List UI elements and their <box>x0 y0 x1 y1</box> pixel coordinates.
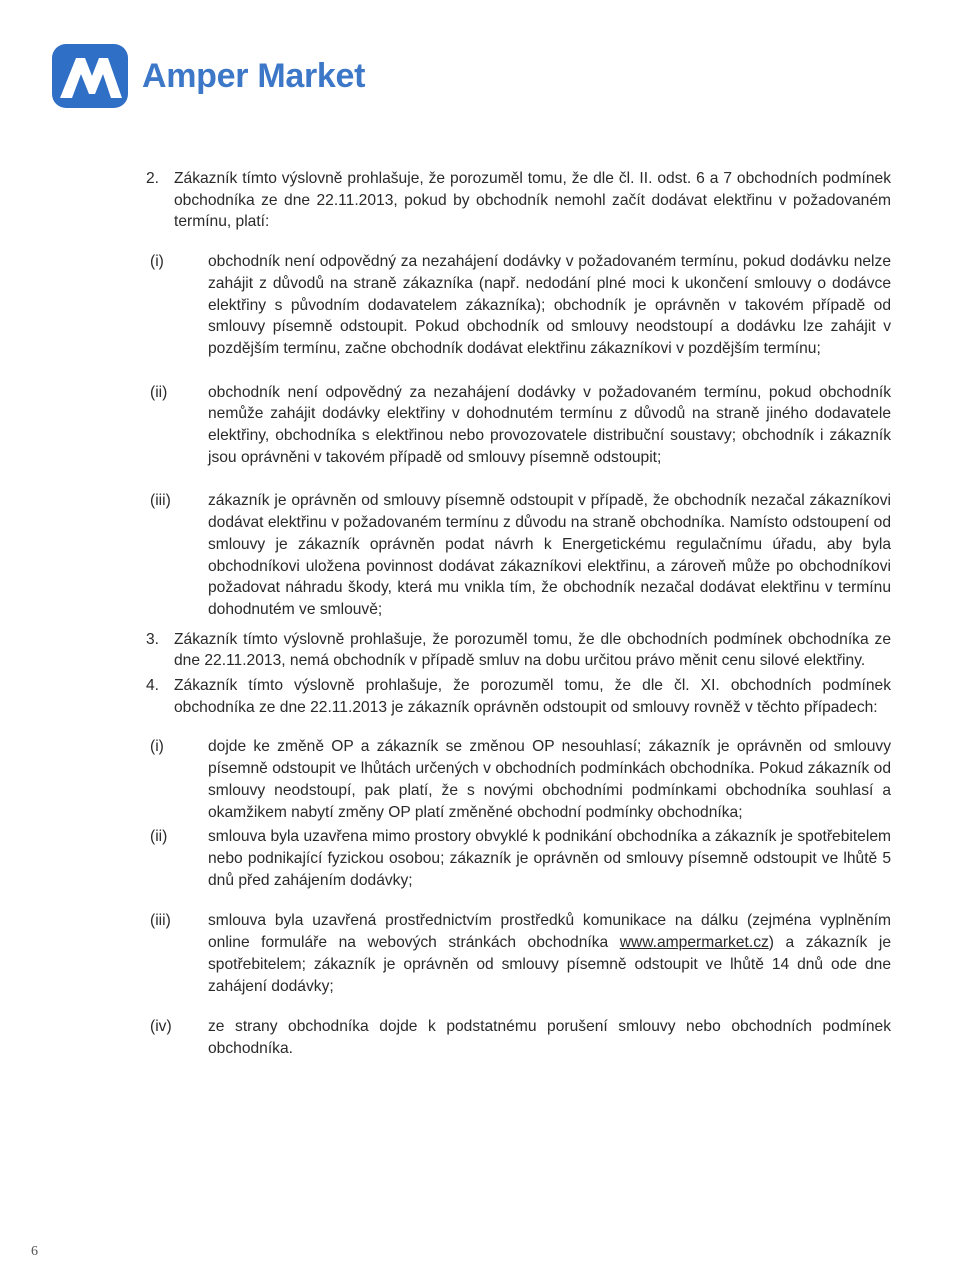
subitem-text-after: ) a zákazník je spotřebitelem; zákazník je oprávněn od smlouvy písemně odstoupit ve lhůtě 14 dnů ode dne zahájení dodávky; <box>208 934 892 995</box>
subitem <box>146 251 891 360</box>
website-link[interactable]: www.ampermarket.cz <box>619 934 769 952</box>
subitem-text: smlouva byla uzavřena mimo prostory obvyklé k podnikání obchodníka a zákazník je spotřebitelem nebo podnikající fyzickou osobou; zákazník je oprávněn od smlouvy písemně odstoupit ve lhůtě 5 dnů před zahájením dodávky; <box>208 828 891 889</box>
subitem-text: obchodník není odpovědný za nezahájení dodávky v požadovaném termínu, pokud dodávku nelze zahájit z důvodů na straně zákazníka (např. nedodání plné moci k ukončení smlouvy o dodávce elektřiny s původním dodavatelem zákazníka); obchodník je oprávněn v takovém případě od smlouvy písemně odstoupit. Pokud obchodník od smlouvy neodstoupí a dodávku lze zahájit v pozdějším termínu, začne obchodník dodávat elektřinu zákazníkovi v pozdějším termínu; <box>208 253 891 357</box>
clause-3 <box>146 629 891 672</box>
clause-4 <box>146 675 891 718</box>
clause-text: Zákazník tímto výslovně prohlašuje, že porozuměl tomu, že dle obchodních podmínek obchodníka ze dne 22.11.2013, nemá obchodník v případě smluv na dobu určitou právo měnit cenu silové elektřiny. <box>174 630 891 670</box>
subitem-number: (iii) <box>150 912 171 930</box>
subitem <box>146 1016 891 1059</box>
subitem-text <box>208 910 891 997</box>
amper-logo-icon <box>52 44 128 108</box>
subitem-number: (iii) <box>150 492 171 510</box>
clause-2 <box>146 168 891 233</box>
document-body <box>146 168 891 1082</box>
subitem-number: (i) <box>150 253 164 271</box>
subitem-number: (ii) <box>150 383 168 401</box>
subitem <box>146 736 891 823</box>
clause-number: 2. <box>146 170 160 187</box>
clause-number: 4. <box>146 677 160 695</box>
subitem-number: (ii) <box>150 828 168 846</box>
subitem <box>146 490 891 620</box>
subitem <box>146 382 891 469</box>
subitem-text: ze strany obchodníka dojde k podstatnému porušení smlouvy nebo obchodních podmínek obchodníka. <box>208 1018 891 1057</box>
page-number: 6 <box>31 1244 38 1259</box>
subitem-text: obchodník není odpovědný za nezahájení dodávky v požadovaném termínu, pokud obchodník nemůže zahájit dodávky elektřiny v dohodnutém termínu z důvodů na straně jiného dodavatele elektřiny, obchodníka s elektřinou nebo provozovatele distribuční soustavy; obchodník i zákazník jsou oprávněni v takovém případě od smlouvy písemně odstoupit; <box>208 383 891 466</box>
subitem-number: (iv) <box>150 1018 172 1036</box>
subitem-text-before: smlouva byla uzavřená prostřednictvím prostředků komunikace na dálku (zejména vyplněním online formuláře na webových stránkách obchodníka <box>208 912 891 952</box>
subitem-text: dojde ke změně OP a zákazník se změnou OP nesouhlasí; zákazník je oprávněn od smlouvy písemně odstoupit ve lhůtách určených v obchodních podmínkách obchodníka. Pokud zákazník od smlouvy neodstoupí, pak platí, že s novými obchodními podmínkami obchodníka souhlasí a okamžikem nabytí změny OP platí změněné obchodní podmínky obchodníka; <box>208 738 891 821</box>
clause-2-subitems <box>146 251 891 621</box>
clause-text: Zákazník tímto výslovně prohlašuje, že porozuměl tomu, že dle čl. II. odst. 6 a 7 obchodních podmínek obchodníka ze dne 22.11.2013, pokud by obchodník nemohl začít dodávat elektřinu v požadovaném termínu, platí: <box>174 170 891 231</box>
clause-number: 3. <box>146 630 160 648</box>
subitem-number: (i) <box>150 738 164 756</box>
subitem <box>146 910 891 997</box>
clause-text: Zákazník tímto výslovně prohlašuje, že porozuměl tomu, že dle čl. XI. obchodních podmínek obchodníka ze dne 22.11.2013 je zákazník oprávněn odstoupit od smlouvy rovněž v těchto případech: <box>174 677 891 716</box>
logo-text: Amper Market <box>142 56 366 95</box>
subitem-text: zákazník je oprávněn od smlouvy písemně odstoupit v případě, že obchodník nezačal zákazníkovi dodávat elektřinu v požadovaném termínu z důvodu na straně obchodníka. Namísto odstoupení od smlouvy je zákazník oprávněn podat návrh k Energetickému regulačnímu úřadu, aby byla obchodníkovi uložena povinnost dodávat zákazníkovi elektřinu, a zároveň může po obchodníkovi požadovat náhradu škody, která mu vnikla tím, že obchodník nezačal dodávat elektřinu v termínu dohodnutém ve smlouvě; <box>208 492 891 618</box>
logo <box>52 43 365 109</box>
clause-4-subitems <box>146 736 891 1059</box>
subitem <box>146 826 891 891</box>
